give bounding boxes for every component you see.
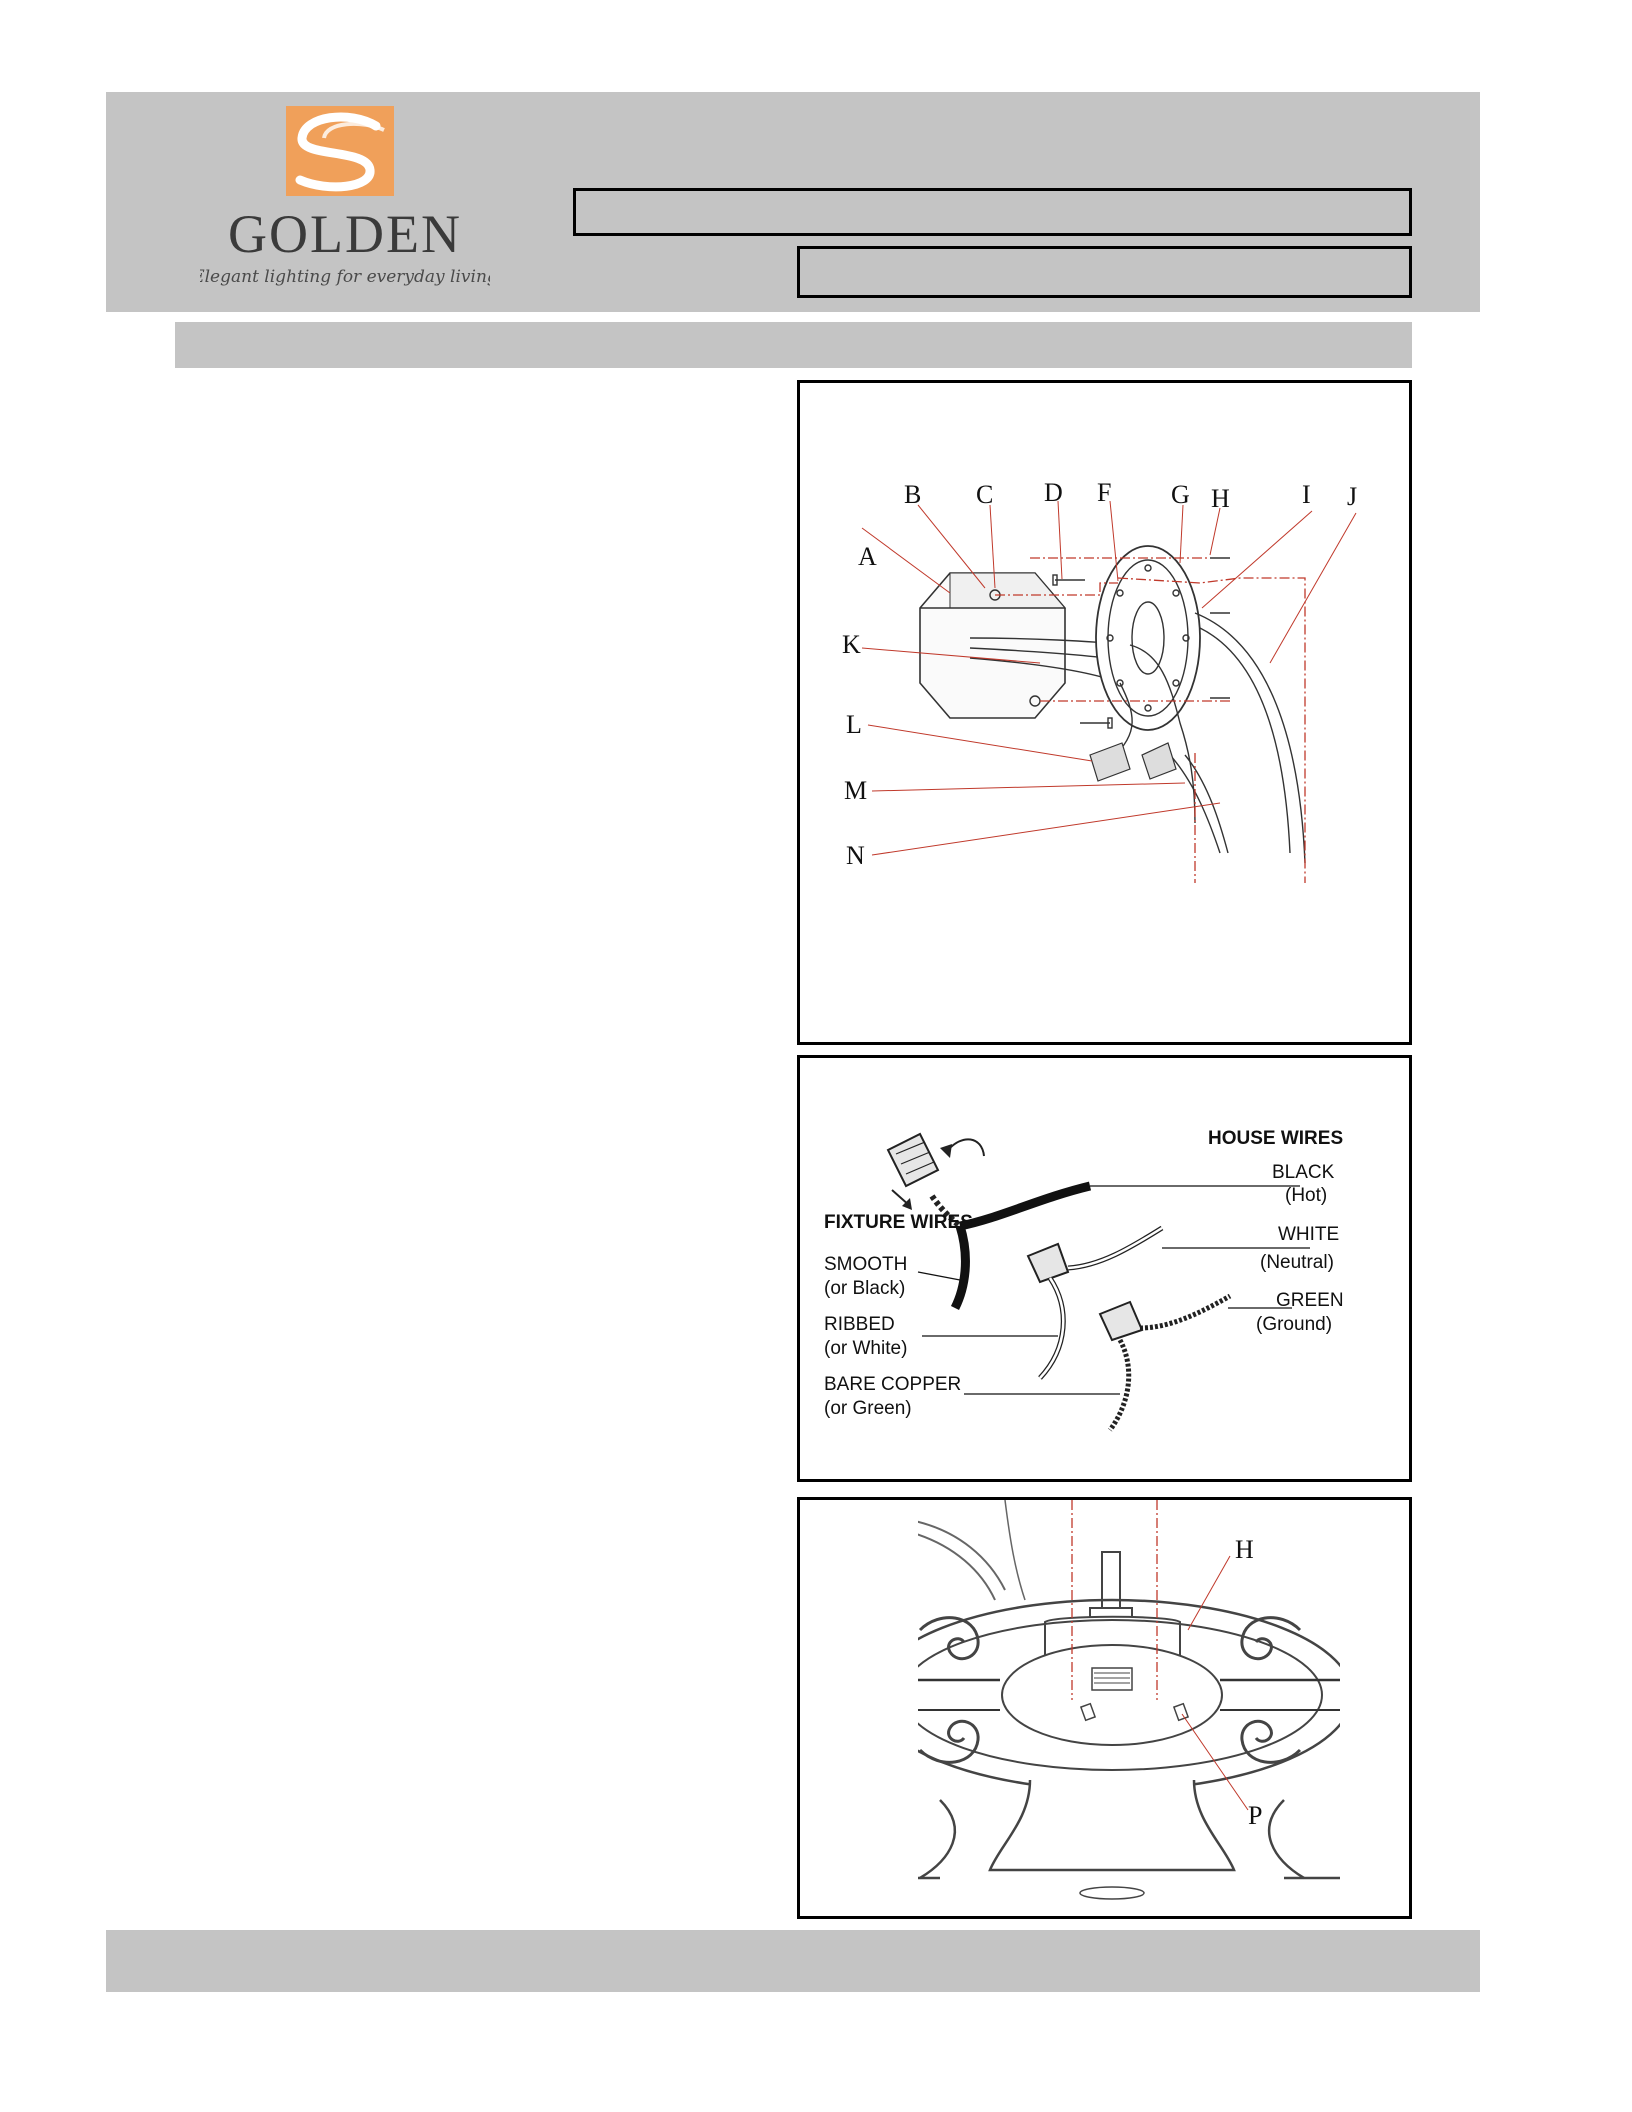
- black-wire-label: BLACK: [1272, 1162, 1335, 1183]
- black-wire-role: (Hot): [1285, 1185, 1328, 1206]
- label-n: N: [846, 841, 865, 870]
- label-d: D: [1044, 478, 1063, 507]
- logo-brand: GOLDEN: [228, 204, 462, 264]
- figure-mounting-diagram: [797, 380, 1412, 1045]
- fixture-wires-title: FIXTURE WIRES: [824, 1212, 973, 1233]
- label-g: G: [1171, 480, 1190, 509]
- label-l: L: [846, 710, 862, 739]
- label-c: C: [976, 480, 994, 509]
- label-h: H: [1211, 484, 1230, 513]
- label-p: P: [1248, 1801, 1263, 1830]
- wire-nut-icon: [888, 1134, 984, 1210]
- white-wire-role: (Neutral): [1260, 1252, 1334, 1273]
- bare-copper-label: BARE COPPER: [824, 1374, 962, 1395]
- white-wire-label: WHITE: [1278, 1224, 1340, 1245]
- label-b: B: [904, 480, 922, 509]
- label-j: J: [1347, 482, 1358, 511]
- logo-tagline: Elegant lighting for everyday living: [200, 267, 490, 287]
- label-h: H: [1235, 1535, 1254, 1564]
- label-m: M: [844, 776, 868, 805]
- title-box-primary: [573, 188, 1412, 236]
- label-f: F: [1097, 478, 1112, 507]
- green-wire-role: (Ground): [1256, 1314, 1333, 1335]
- section-title-band: [175, 322, 1412, 368]
- green-wire-label: GREEN: [1276, 1290, 1344, 1311]
- title-box-secondary: [797, 246, 1412, 298]
- fixture-body-drawing: [800, 1500, 1409, 1899]
- footer-band: [106, 1930, 1480, 1992]
- smooth-wire-alt: (or Black): [824, 1278, 906, 1299]
- house-wires-title: HOUSE WIRES: [1208, 1128, 1344, 1149]
- smooth-wire-label: SMOOTH: [824, 1254, 908, 1275]
- ribbed-wire-label: RIBBED: [824, 1314, 895, 1335]
- figure-fixture-attachment: [797, 1497, 1412, 1919]
- smooth-fixture-wire: [955, 1226, 965, 1308]
- ribbed-wire-alt: (or White): [824, 1338, 908, 1359]
- wire-nuts-drawing: [1090, 743, 1176, 781]
- label-i: I: [1302, 480, 1311, 509]
- label-k: K: [842, 630, 861, 659]
- mounting-plate-drawing: [1096, 546, 1200, 730]
- logo-emblem-icon: [200, 100, 490, 300]
- twist-arrow-icon: [948, 1139, 984, 1156]
- black-house-wire: [960, 1186, 1090, 1226]
- golden-logo: [200, 100, 490, 300]
- figure-wire-connection: [797, 1055, 1412, 1482]
- bare-copper-alt: (or Green): [824, 1398, 912, 1419]
- label-a: A: [858, 542, 877, 571]
